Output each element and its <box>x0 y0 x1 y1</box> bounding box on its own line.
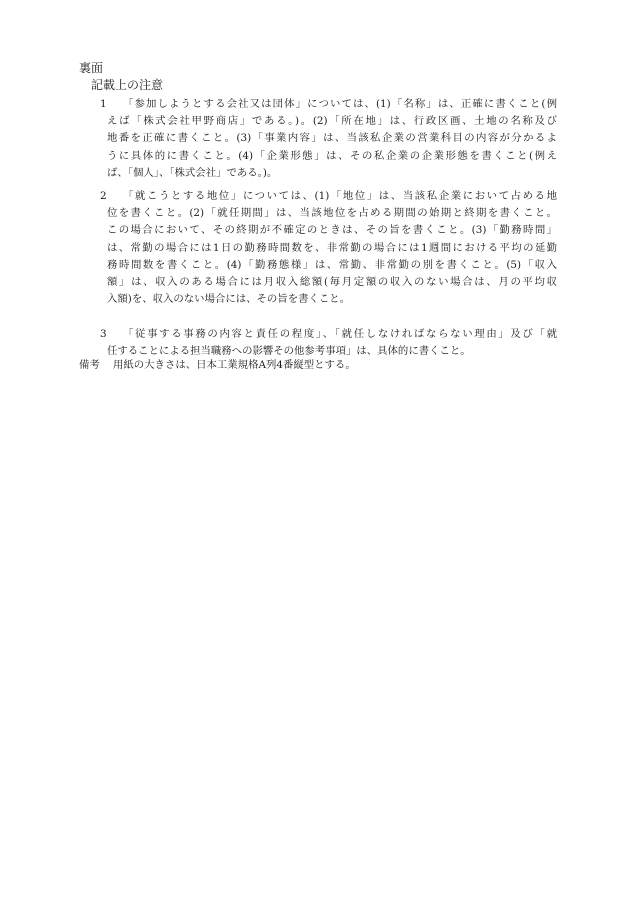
item-line: 「参加しようとする会社又は団体」については、(1)「名称」は、正確に書くこと(例 <box>123 98 557 110</box>
item-line: 「従事する事務の内容と責任の程度」、「就任しなければならない理由」及び「就 <box>123 328 557 340</box>
item-line: うに具体的に書くこと。(4)「企業形態」は、その私企業の企業形態を書くこと(例え <box>107 149 557 162</box>
item-line: 位を書くこと。(2)「就任期間」は、当該地位を占める期間の始期と終期を書くこと。 <box>107 207 557 220</box>
item-line: 「就こうとする地位」については、(1)「地位」は、当該私企業において占める地 <box>123 190 557 202</box>
item-number: 2 <box>100 190 107 202</box>
section-heading: 記載上の注意 <box>91 78 164 92</box>
instruction-item-2 <box>100 188 557 308</box>
item-line: この場合において、その終期が不確定のときは、その旨を書くこと。(3)「勤務時間」 <box>107 224 557 237</box>
item-line: 任することによる担当職務への影響その他参考事項」は、具体的に書くこと。 <box>107 345 471 358</box>
item-line: ば、「個人」、「株式会社」である。)。 <box>107 166 278 179</box>
item-line: 入額)を、収入のない場合には、その旨を書くこと。 <box>107 293 351 306</box>
item-number: 1 <box>100 98 107 110</box>
instruction-item-1 <box>100 96 557 182</box>
item-line: 務時間数を書くこと。(4)「勤務態様」は、常勤、非常勤の別を書くこと。(5)「収入 <box>107 258 557 271</box>
remarks-label: 備考 <box>79 359 100 371</box>
item-line: えば「株式会社甲野商店」である。)。(2)「所在地」は、行政区画、土地の名称及び <box>107 115 557 128</box>
remarks-text: 用紙の大きさは、日本工業規格A列4番縦型とする。 <box>113 359 356 371</box>
instruction-item-3 <box>100 326 557 360</box>
item-line: 地番を正確に書くこと。(3)「事業内容」は、当該私企業の営業科目の内容が分かるよ <box>107 132 557 145</box>
item-line: 額」は、収入のある場合には月収入総額(毎月定額の収入のない場合は、月の平均収 <box>107 276 557 289</box>
item-line: は、常勤の場合には1日の勤務時間数を、非常勤の場合には1週間における平均の延勤 <box>107 241 557 254</box>
item-number: 3 <box>100 328 107 340</box>
remarks <box>79 357 356 374</box>
page-heading: 裏面 <box>79 61 104 75</box>
